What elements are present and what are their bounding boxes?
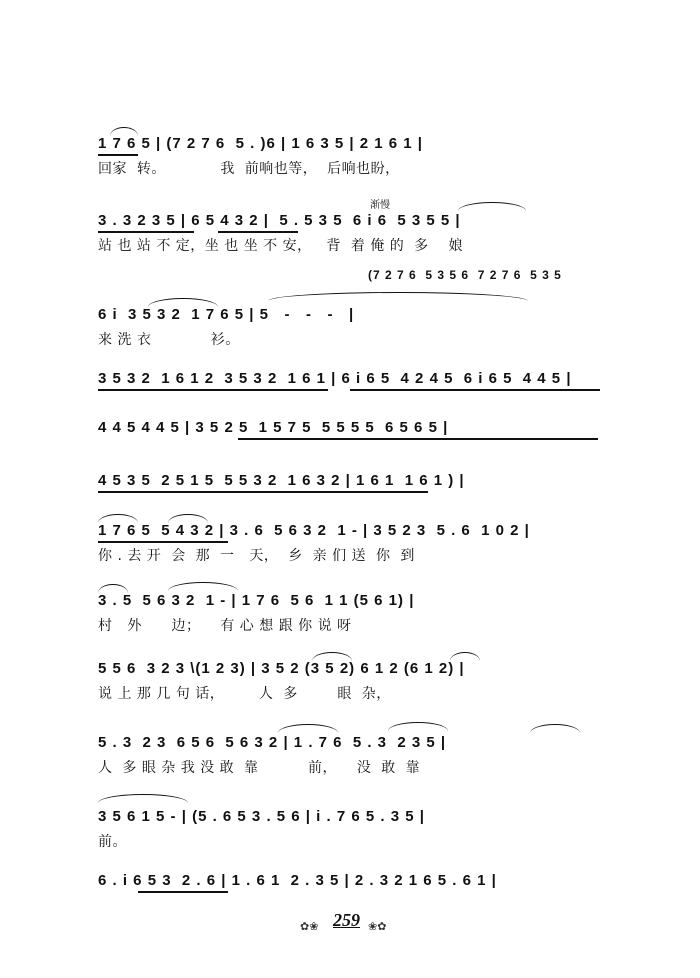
lyrics-line: 你 . 去 开 会 那 一 天， 乡 亲 们 送 你 到 [98,548,415,564]
slur [530,724,580,733]
music-system-7 [98,520,608,568]
music-system-10 [98,732,608,780]
notation-line: 1 7 6 5 5 4 3 2 | 3 . 6 5 6 3 2 1 - | 3 5 2 3 5 . 6 1 0 2 | [98,522,530,539]
lyrics-line: 回家 转。 我 前响也等， 后响也盼， [98,161,400,177]
music-system-2 [98,200,608,258]
notation-line: 6 . i 6 5 3 2 . 6 | 1 . 6 1 2 . 3 5 | 2 . 3 2 1 6 5 . 6 1 | [98,872,497,889]
flower-ornament-icon: ❀✿ [368,921,387,933]
music-system-8 [98,590,608,638]
beam-underline [138,891,228,893]
lyrics-line: 说 上 那 几 句 话， 人 多 眼 杂， [98,686,391,702]
beam-underline [98,389,328,391]
music-system-3 [98,304,608,352]
beam-underline [98,541,228,543]
notation-line: 3 5 3 2 1 6 1 2 3 5 3 2 1 6 1 | 6 i 6 5 4 2 4 5 6 i 6 5 4 4 5 | [98,370,572,387]
beam-underline [218,231,298,233]
music-system-1 [98,133,608,181]
slur [98,794,188,803]
lyrics-line: 站 也 站 不 定，坐 也 坐 不 安， 背 着 俺 的 多 娘 [98,238,463,254]
tempo-mark: 渐慢 [370,200,390,211]
intro-notation: (7 2 7 6 5 3 5 6 7 2 7 6 5 3 5 [368,268,562,282]
slur [388,722,448,731]
notation-line: 3 . 3 2 3 5 | 6 5 4 3 2 | 5 . 5 3 5 6 i 6 5 3 5 5 | [98,212,461,229]
notation-line: 5 . 3 2 3 6 5 6 5 6 3 2 | 1 . 7 6 5 . 3 2 3 5 | [98,734,447,751]
page-number: 259 [333,910,360,930]
lyrics-line: 来 洗 衣 衫。 [98,332,240,348]
lyrics-line: 村 外 边； 有 心 想 跟 你 说 呀 [98,618,352,634]
music-system-6 [98,470,608,500]
music-system-5 [98,417,608,447]
beam-underline [238,438,598,440]
music-system-12 [98,870,608,900]
music-system-9 [98,658,608,706]
notation-line: 4 4 5 4 4 5 | 3 5 2 5 1 5 7 5 5 5 5 5 6 5 6 5 | [98,419,449,436]
notation-line: 5 5 6 3 2 3 \(1 2 3) | 3 5 2 (3 5 2) 6 1 2 (6 1 2) | [98,660,465,677]
beam-underline [98,231,194,233]
beam-underline [350,389,600,391]
lyrics-line: 前。 [98,834,127,850]
lyrics-line: 人 多 眼 杂 我 没 敢 靠 前， 没 敢 靠 [98,760,421,776]
notation-line: 6 i 3 5 3 2 1 7 6 5 | 5 - - - | [98,306,355,323]
notation-line: 3 5 6 1 5 - | (5 . 6 5 3 . 5 6 | i . 7 6 5 . 3 5 | [98,808,425,825]
notation-line: 3 . 5 5 6 3 2 1 - | 1 7 6 5 6 1 1 (5 6 1) | [98,592,415,609]
music-system-4 [98,368,608,398]
music-system-11 [98,806,608,854]
slur [268,292,528,301]
notation-line: 1 7 6 5 | (7 2 7 6 5 . )6 | 1 6 3 5 | 2 1 6 1 | [98,135,423,152]
beam-underline [98,491,428,493]
slur [458,202,526,211]
notation-line: 4 5 3 5 2 5 1 5 5 5 3 2 1 6 3 2 | 1 6 1 1 6 1 ) | [98,472,465,489]
flower-ornament-icon: ✿❀ [300,921,319,933]
beam-underline [98,154,138,156]
